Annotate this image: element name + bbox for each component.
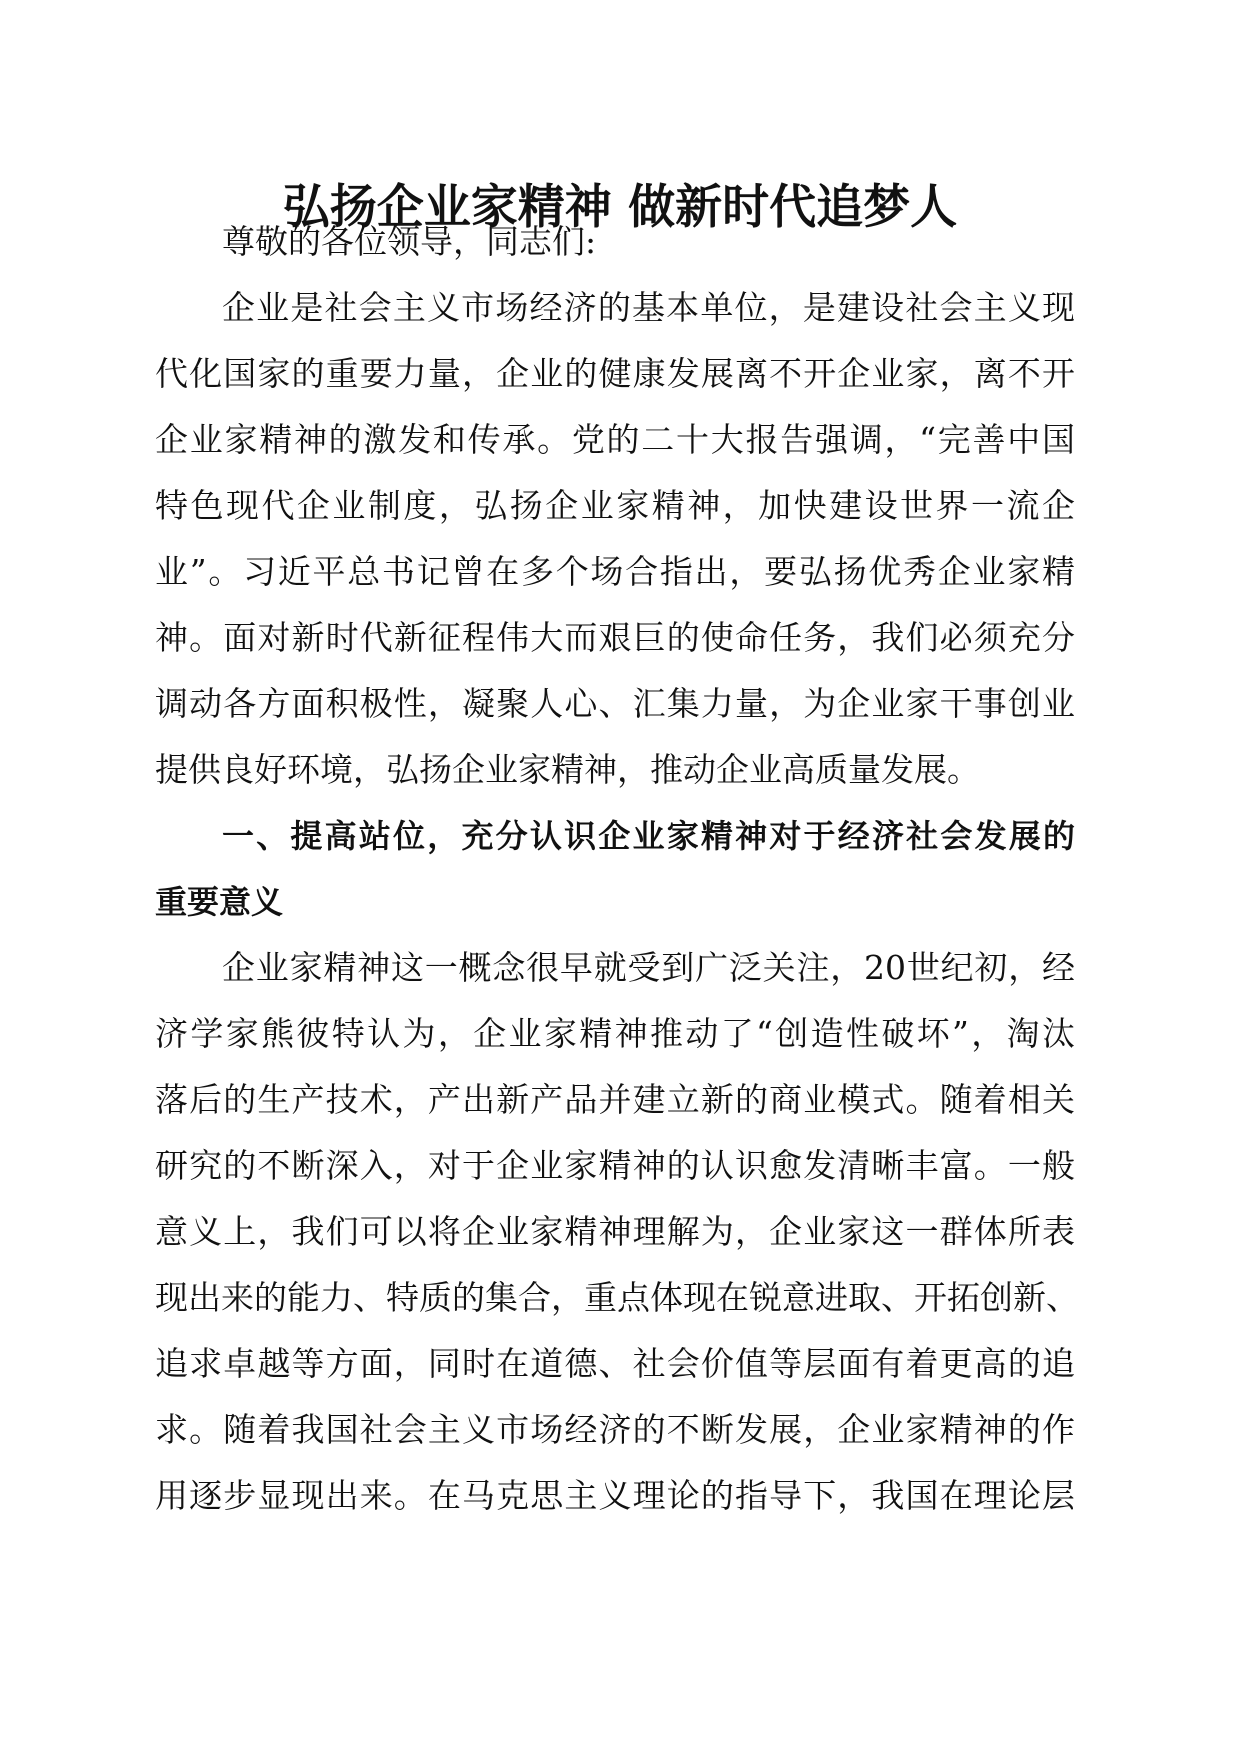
paragraph-line: 企业是社会主义市场经济的基本单位，是建设社会主义现 <box>222 288 1075 327</box>
paragraph-line: 神。面对新时代新征程伟大而艰巨的使命任务，我们必须充分 <box>155 618 1075 657</box>
paragraph-line: 业”。习近平总书记曾在多个场合指出，要弘扬优秀企业家精 <box>155 552 1075 591</box>
paragraph-line: 提供良好环境，弘扬企业家精神，推动企业高质量发展。 <box>155 750 980 789</box>
paragraph-line: 落后的生产技术，产出新产品并建立新的商业模式。随着相关 <box>155 1080 1075 1119</box>
paragraph-line: 企业家精神这一概念很早就受到广泛关注，20世纪初，经 <box>222 948 1075 987</box>
document-title: 弘扬企业家精神 做新时代追梦人 <box>282 180 958 235</box>
paragraph-line: 用逐步显现出来。在马克思主义理论的指导下，我国在理论层 <box>155 1476 1075 1515</box>
paragraph-line: 现出来的能力、特质的集合，重点体现在锐意进取、开拓创新、 <box>155 1278 1079 1317</box>
section-heading-line: 重要意义 <box>155 883 284 921</box>
paragraph-line: 追求卓越等方面，同时在道德、社会价值等层面有着更高的追 <box>155 1344 1075 1383</box>
paragraph-line: 代化国家的重要力量，企业的健康发展离不开企业家，离不开 <box>155 354 1075 393</box>
paragraph-line: 企业家精神的激发和传承。党的二十大报告强调，“完善中国 <box>155 420 1075 459</box>
paragraph-line: 求。随着我国社会主义市场经济的不断发展，企业家精神的作 <box>155 1410 1075 1449</box>
section-heading-line: 一、提高站位，充分认识企业家精神对于经济社会发展的 <box>222 817 1075 855</box>
paragraph-line: 意义上，我们可以将企业家精神理解为，企业家这一群体所表 <box>155 1212 1075 1251</box>
paragraph-line: 研究的不断深入，对于企业家精神的认识愈发清晰丰富。一般 <box>155 1146 1075 1185</box>
paragraph-line: 济学家熊彼特认为，企业家精神推动了“创造性破坏”，淘汰 <box>155 1014 1075 1053</box>
paragraph-line: 调动各方面积极性，凝聚人心、汇集力量，为企业家干事创业 <box>155 684 1075 723</box>
paragraph-line: 特色现代企业制度，弘扬企业家精神，加快建设世界一流企 <box>155 486 1075 525</box>
salutation: 尊敬的各位领导，同志们: <box>222 222 597 261</box>
